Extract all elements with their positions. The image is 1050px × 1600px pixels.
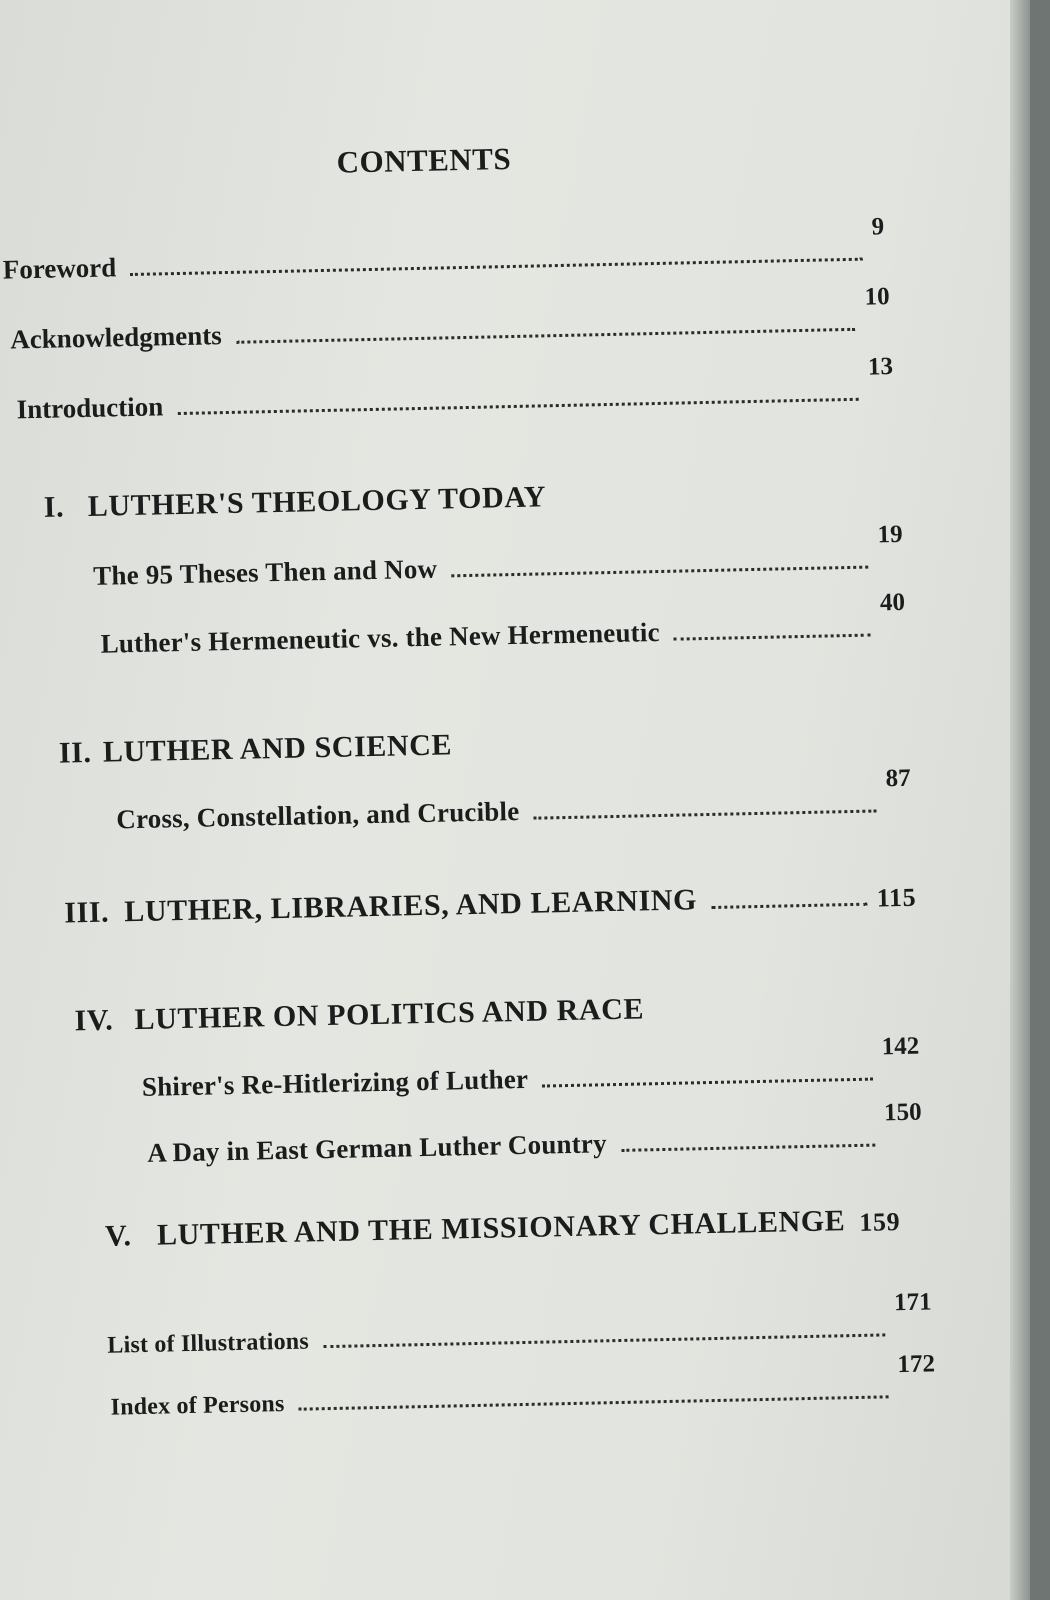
dot-leader	[542, 1078, 872, 1088]
page-number: 13	[867, 353, 894, 381]
part-numeral: V.	[104, 1219, 132, 1253]
dot-leader	[533, 809, 876, 819]
toc-entry-index-of-persons	[110, 1350, 936, 1421]
entry-title: Shirer's Re-Hitlerizing of Luther	[141, 1063, 529, 1102]
part-title: LUTHER, LIBRARIES, AND LEARNING	[123, 883, 698, 929]
dot-leader	[323, 1333, 885, 1348]
part-heading-1	[43, 480, 546, 525]
dot-leader	[711, 903, 867, 909]
part-heading-4	[74, 992, 644, 1038]
entry-title: Foreword	[2, 252, 117, 285]
entry-title: A Day in East German Luther Country	[147, 1128, 608, 1168]
part-title: LUTHER'S THEOLOGY TODAY	[87, 480, 547, 523]
toc-entry-hermeneutic	[100, 588, 906, 660]
part-heading-3	[64, 879, 917, 931]
dot-leader	[451, 566, 868, 578]
page-number: 10	[864, 283, 890, 311]
page-number: 87	[885, 764, 911, 793]
page-number: 150	[883, 1098, 922, 1127]
entry-title: Index of Persons	[110, 1391, 285, 1421]
part-numeral: II.	[58, 735, 92, 770]
dot-leader	[299, 1395, 889, 1410]
toc-entry-95-theses	[92, 520, 904, 592]
dot-leader	[674, 634, 871, 641]
toc-entry-east-german	[147, 1098, 923, 1169]
part-numeral: IV.	[74, 1003, 114, 1038]
contents-heading: CONTENTS	[336, 141, 512, 180]
page-number: 9	[871, 213, 885, 241]
dot-leader	[236, 328, 855, 344]
toc-entry-shirer	[141, 1032, 921, 1103]
entry-title: Luther's Hermeneutic vs. the New Hermeneutic	[100, 616, 661, 659]
toc-entry-introduction	[16, 353, 894, 425]
part-numeral: III.	[63, 895, 110, 930]
page-number: 159	[859, 1207, 901, 1237]
part-title: LUTHER ON POLITICS AND RACE	[134, 992, 645, 1037]
dot-leader	[177, 398, 858, 415]
part-numeral: I.	[43, 490, 65, 524]
page-number: 142	[881, 1032, 920, 1061]
entry-title: Cross, Constellation, and Crucible	[116, 795, 520, 835]
dot-leader	[621, 1144, 875, 1152]
dot-leader	[130, 258, 862, 276]
entry-title: Acknowledgments	[9, 320, 223, 355]
toc-entry-list-of-illustrations	[107, 1288, 933, 1359]
part-title: LUTHER AND SCIENCE	[102, 728, 453, 769]
toc-entry-cross-constellation	[116, 764, 912, 836]
entry-title: Introduction	[16, 391, 164, 425]
toc-entry-acknowledgments	[9, 283, 891, 355]
page-number: 172	[897, 1350, 936, 1379]
part-heading-5	[105, 1203, 928, 1254]
toc-entry-foreword	[2, 213, 885, 285]
entry-title: The 95 Theses Then and Now	[92, 553, 438, 591]
page-number: 171	[893, 1288, 932, 1317]
page-number: 115	[876, 882, 917, 913]
part-title: LUTHER AND THE MISSIONARY CHALLENGE	[156, 1204, 846, 1252]
part-heading-2	[59, 728, 453, 770]
page-number: 40	[879, 588, 906, 617]
entry-title: List of Illustrations	[107, 1328, 310, 1359]
page-number: 19	[877, 520, 903, 549]
